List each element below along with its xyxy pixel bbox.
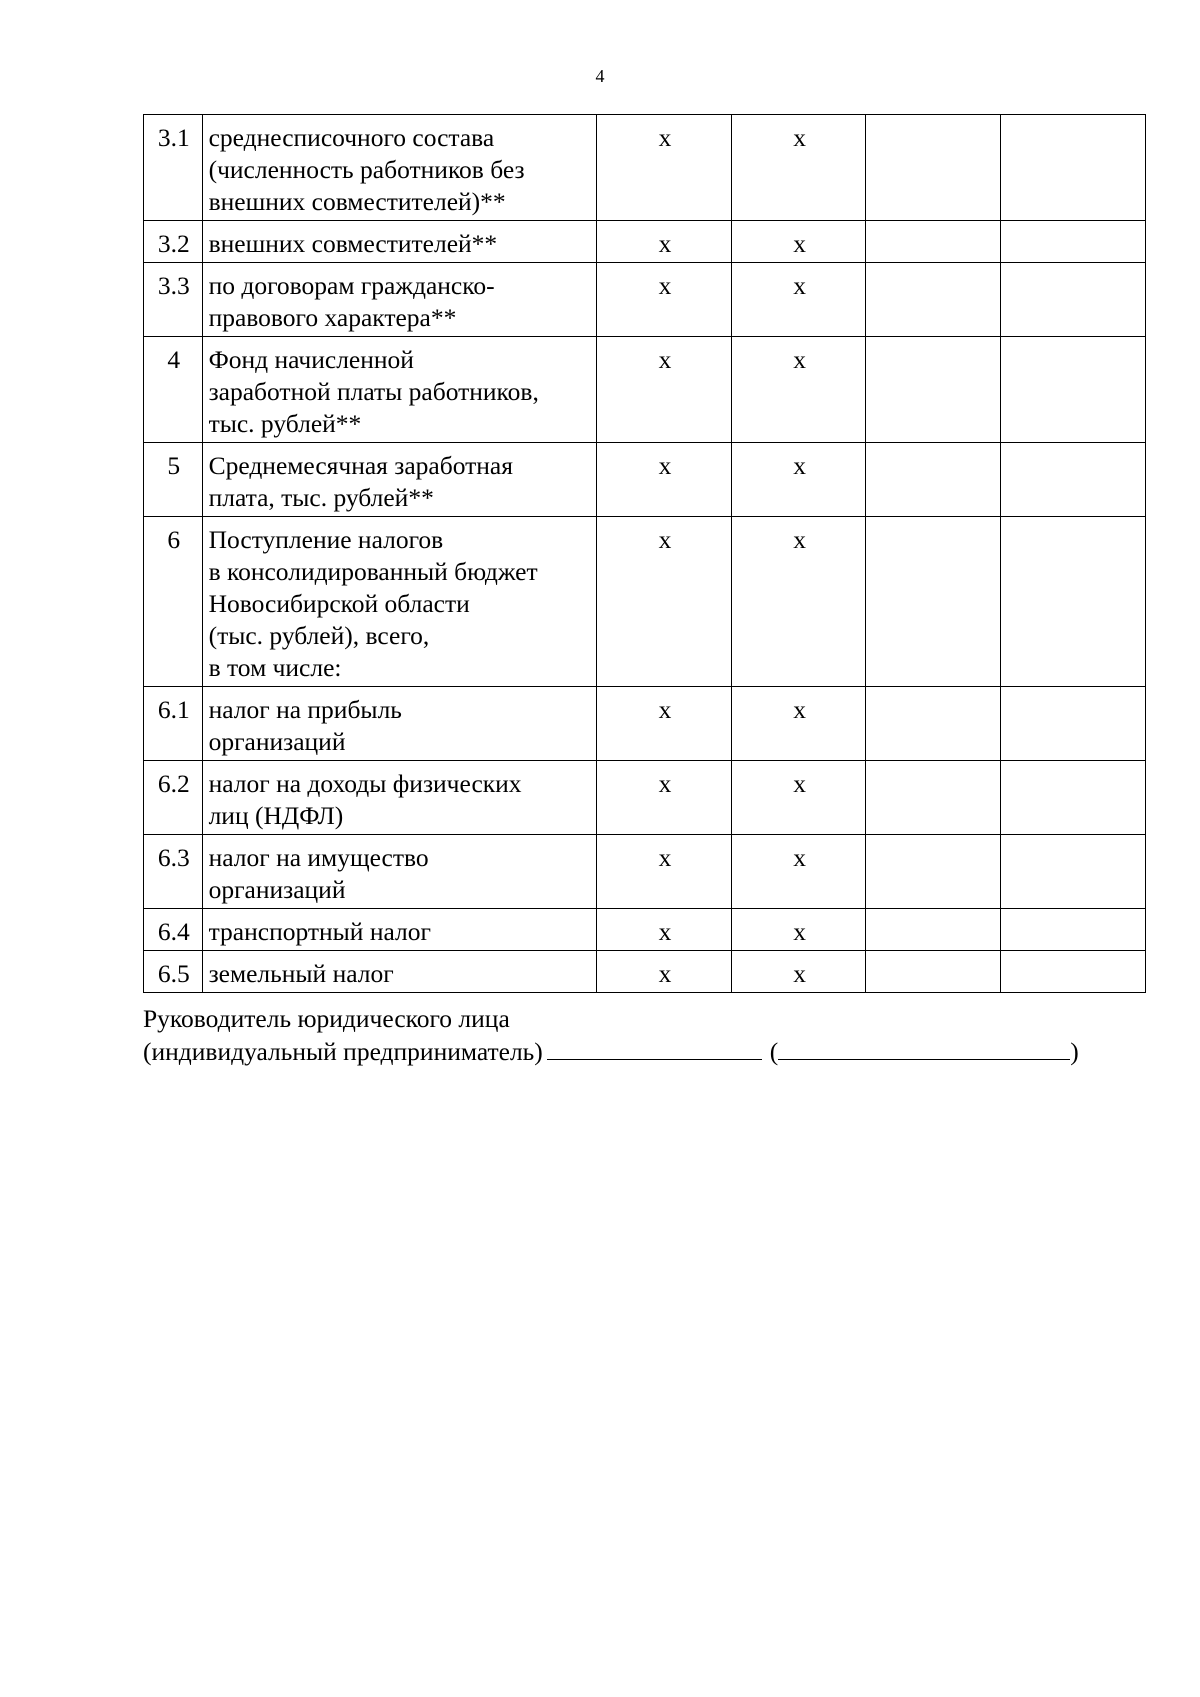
row-value-cell-3[interactable] [866,443,1001,517]
row-value-cell-3[interactable] [866,951,1001,993]
row-value-cell-4[interactable] [1001,687,1146,761]
row-number-cell: 6.5 [144,951,203,993]
row-value-cell-2: х [731,517,866,687]
signature-title-line [143,1002,1153,1035]
row-value-cell-1: х [597,443,732,517]
row-value-cell-3[interactable] [866,115,1001,221]
row-number-cell: 6.2 [144,761,203,835]
row-value-cell-2: х [731,115,866,221]
row-value-cell-3[interactable] [866,337,1001,443]
row-value-cell-4[interactable] [1001,909,1146,951]
row-value-cell-4[interactable] [1001,443,1146,517]
row-value-cell-2: х [731,263,866,337]
table-row [144,337,1146,443]
row-number-cell: 6.4 [144,909,203,951]
row-name-cell: Поступление налогов в консолидированный бюджет Новосибирской области (тыс. рублей), всего, в том числе: [202,517,597,687]
row-number-cell: 3.3 [144,263,203,337]
row-number-cell: 6.1 [144,687,203,761]
row-value-cell-2: х [731,951,866,993]
row-value-cell-1: х [597,517,732,687]
row-value-cell-2: х [731,761,866,835]
row-value-cell-1: х [597,909,732,951]
row-name-cell: Среднемесячная заработная плата, тыс. рублей** [202,443,597,517]
signature-block [143,1002,1153,1068]
row-value-cell-4[interactable] [1001,517,1146,687]
row-number-cell: 5 [144,443,203,517]
row-name-cell: земельный налог [202,951,597,993]
row-number-cell: 3.1 [144,115,203,221]
table-row [144,517,1146,687]
row-value-cell-3[interactable] [866,517,1001,687]
row-value-cell-1: х [597,221,732,263]
row-name-cell: налог на доходы физических лиц (НДФЛ) [202,761,597,835]
row-name-cell: налог на имущество организаций [202,835,597,909]
table-row [144,761,1146,835]
row-value-cell-1: х [597,687,732,761]
row-value-cell-2: х [731,835,866,909]
row-value-cell-4[interactable] [1001,337,1146,443]
table-body [144,115,1146,993]
table-row [144,687,1146,761]
row-value-cell-4[interactable] [1001,263,1146,337]
row-value-cell-2: х [731,687,866,761]
table-row [144,221,1146,263]
row-value-cell-1: х [597,115,732,221]
signature-field[interactable] [547,1035,762,1060]
table-row [144,909,1146,951]
table-row [144,951,1146,993]
row-value-cell-2: х [731,337,866,443]
row-name-cell: по договорам гражданско- правового характера** [202,263,597,337]
row-value-cell-3[interactable] [866,263,1001,337]
row-value-cell-2: х [731,909,866,951]
row-value-cell-3[interactable] [866,761,1001,835]
page-number: 4 [595,66,605,86]
close-paren: ) [1070,1037,1079,1066]
row-name-cell: внешних совместителей** [202,221,597,263]
row-value-cell-3[interactable] [866,909,1001,951]
row-value-cell-1: х [597,263,732,337]
indicators-table [143,114,1146,993]
row-number-cell: 6 [144,517,203,687]
row-name-cell: среднесписочного состава (численность работников без внешних совместителей)** [202,115,597,221]
row-value-cell-1: х [597,761,732,835]
row-value-cell-3[interactable] [866,221,1001,263]
table-row [144,263,1146,337]
row-name-cell: транспортный налог [202,909,597,951]
full-name-field[interactable] [778,1035,1070,1060]
row-value-cell-2: х [731,221,866,263]
row-value-cell-1: х [597,951,732,993]
row-number-cell: 6.3 [144,835,203,909]
open-paren: ( [769,1037,779,1066]
row-value-cell-1: х [597,337,732,443]
row-name-cell: налог на прибыль организаций [202,687,597,761]
table-row [144,443,1146,517]
row-value-cell-1: х [597,835,732,909]
signature-fields-line [143,1035,1153,1068]
row-number-cell: 3.2 [144,221,203,263]
row-value-cell-4[interactable] [1001,221,1146,263]
row-number-cell: 4 [144,337,203,443]
row-value-cell-4[interactable] [1001,835,1146,909]
row-value-cell-3[interactable] [866,835,1001,909]
row-value-cell-2: х [731,443,866,517]
row-name-cell: Фонд начисленной заработной платы работников, тыс. рублей** [202,337,597,443]
table-row [144,835,1146,909]
signature-subtitle: (индивидуальный предприниматель) [143,1037,543,1066]
signature-title: Руководитель юридического лица [143,1004,510,1033]
table-row [144,115,1146,221]
row-value-cell-4[interactable] [1001,115,1146,221]
row-value-cell-3[interactable] [866,687,1001,761]
row-value-cell-4[interactable] [1001,761,1146,835]
row-value-cell-4[interactable] [1001,951,1146,993]
